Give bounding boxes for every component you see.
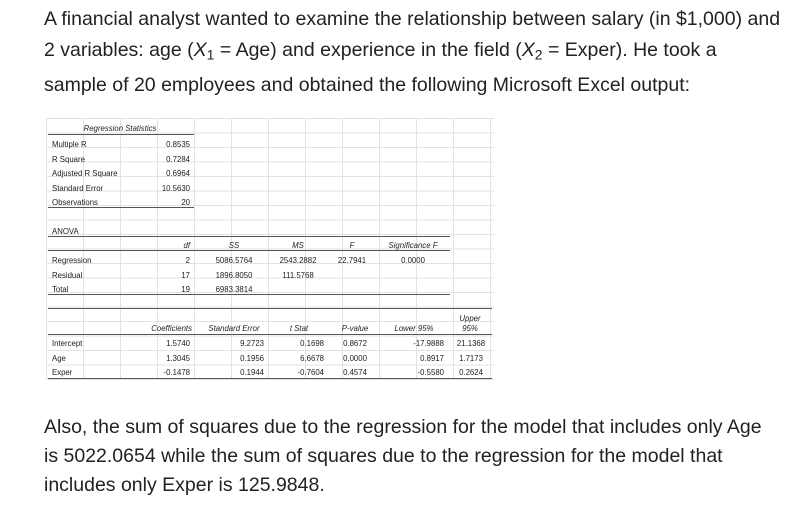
divider bbox=[48, 250, 450, 251]
anova-header-ms: MS bbox=[292, 241, 304, 250]
coef-header-lower-95: Lower 95% bbox=[394, 324, 434, 333]
intro-paragraph bbox=[44, 4, 784, 100]
stat-value-r-square: 0.7284 bbox=[166, 154, 190, 164]
anova-label-total: Total bbox=[52, 285, 69, 294]
stat-label-adjusted-r-square: Adjusted R Square bbox=[52, 169, 118, 178]
stat-label-standard-error: Standard Error bbox=[52, 183, 104, 193]
stat-value-observations: 20 bbox=[181, 198, 190, 207]
coef-intercept-coefficient: 1.5740 bbox=[166, 339, 190, 348]
coef-exper-p-value: 0.4574 bbox=[343, 368, 367, 377]
divider bbox=[48, 378, 492, 379]
anova-residual-ms: 111.5768 bbox=[282, 270, 314, 280]
coef-age-upper-95: 1.7173 bbox=[459, 353, 483, 363]
stat-label-observations: Observations bbox=[52, 198, 98, 207]
coef-intercept-t-stat: 0.1698 bbox=[300, 339, 324, 348]
coef-intercept-p-value: 0.8672 bbox=[343, 339, 367, 348]
x2-subscript: 2 bbox=[534, 46, 543, 62]
coef-exper-coefficient: -0.1478 bbox=[163, 368, 190, 377]
coef-exper-standard-error: 0.1944 bbox=[240, 368, 264, 377]
coef-age-lower-95: 0.8917 bbox=[420, 353, 444, 363]
coef-label-age: Age bbox=[52, 353, 66, 363]
anova-header-f: F bbox=[349, 241, 355, 250]
anova-residual-df: 17 bbox=[181, 270, 190, 280]
intro-text-part-2: = Age) and experience in the field ( bbox=[214, 38, 522, 61]
anova-regression-ss: 5086.5764 bbox=[215, 256, 253, 265]
intro-text-part-1: A financial analyst wanted to examine the relationship between salary (in $1,000) and 2 variables: age ( bbox=[44, 8, 781, 61]
coef-age-standard-error: 0.1956 bbox=[240, 353, 264, 363]
coef-age-p-value: 0.0000 bbox=[343, 353, 367, 363]
anova-header-df: df bbox=[183, 241, 190, 250]
coef-label-exper: Exper bbox=[52, 368, 73, 377]
problem-outro bbox=[44, 413, 774, 500]
anova-total-df: 19 bbox=[181, 285, 190, 294]
stat-label-r-square: R Square bbox=[52, 154, 85, 164]
divider bbox=[48, 308, 492, 309]
coef-age-t-stat: 6.6678 bbox=[300, 353, 324, 363]
coef-header-p-value: P-value bbox=[341, 324, 369, 333]
anova-regression-ms: 2543.2882 bbox=[279, 256, 317, 265]
divider bbox=[48, 207, 194, 208]
anova-residual-ss: 1896.8050 bbox=[215, 270, 253, 280]
anova-title: ANOVA bbox=[52, 227, 79, 236]
coef-intercept-lower-95: -17.9888 bbox=[413, 339, 444, 348]
coef-exper-t-stat: -0.7604 bbox=[297, 368, 324, 377]
anova-header-significance-f: Significance F bbox=[388, 241, 438, 250]
coef-header-t-stat: t Stat bbox=[289, 324, 309, 333]
outro-paragraph: Also, the sum of squares due to the regression for the model that includes only Age is 5022.0654 while the sum of squares due to the regression for the model that includes only Exper is 125.9848. bbox=[44, 416, 762, 496]
divider bbox=[48, 294, 450, 295]
coef-header-standard-error: Standard Error bbox=[208, 324, 260, 333]
coef-label-intercept: Intercept bbox=[52, 339, 83, 348]
anova-regression-f: 22.7941 bbox=[337, 256, 367, 265]
x1-variable: X bbox=[193, 38, 207, 61]
coef-intercept-upper-95: 21.1368 bbox=[456, 339, 486, 348]
intro-text-part-3: = Exper). He took a sample of 20 employees and obtained the following Microsoft Excel output: bbox=[44, 38, 717, 96]
x1-subscript: 1 bbox=[206, 46, 215, 62]
anova-label-residual: Residual bbox=[52, 270, 83, 280]
coef-exper-upper-95: 0.2624 bbox=[459, 368, 483, 377]
anova-total-ss: 6983.3814 bbox=[215, 285, 253, 294]
stat-value-standard-error: 10.5630 bbox=[161, 183, 190, 193]
anova-regression-significance-f: 0.0000 bbox=[401, 256, 425, 265]
anova-regression-df: 2 bbox=[185, 256, 190, 265]
stat-value-multiple-r: 0.8535 bbox=[166, 140, 190, 149]
stat-value-adjusted-r-square: 0.6964 bbox=[166, 169, 190, 178]
x2-variable: X bbox=[521, 38, 535, 61]
coef-exper-lower-95: -0.5580 bbox=[417, 368, 444, 377]
stat-label-multiple-r: Multiple R bbox=[52, 140, 87, 149]
coef-header-upper-95: 95% bbox=[462, 324, 478, 333]
divider bbox=[48, 236, 450, 237]
excel-output-table bbox=[46, 118, 494, 380]
coef-header-upper: Upper bbox=[459, 314, 481, 323]
coef-intercept-standard-error: 9.2723 bbox=[240, 339, 264, 348]
divider bbox=[48, 134, 194, 135]
regression-statistics-title: Regression Statistics bbox=[83, 124, 157, 133]
problem-intro bbox=[44, 4, 784, 100]
coef-header-coefficients: Coefficients bbox=[151, 324, 192, 333]
anova-label-regression: Regression bbox=[52, 256, 92, 265]
divider bbox=[48, 334, 492, 335]
coef-age-coefficient: 1.3045 bbox=[166, 353, 190, 363]
anova-header-ss: SS bbox=[228, 241, 240, 250]
